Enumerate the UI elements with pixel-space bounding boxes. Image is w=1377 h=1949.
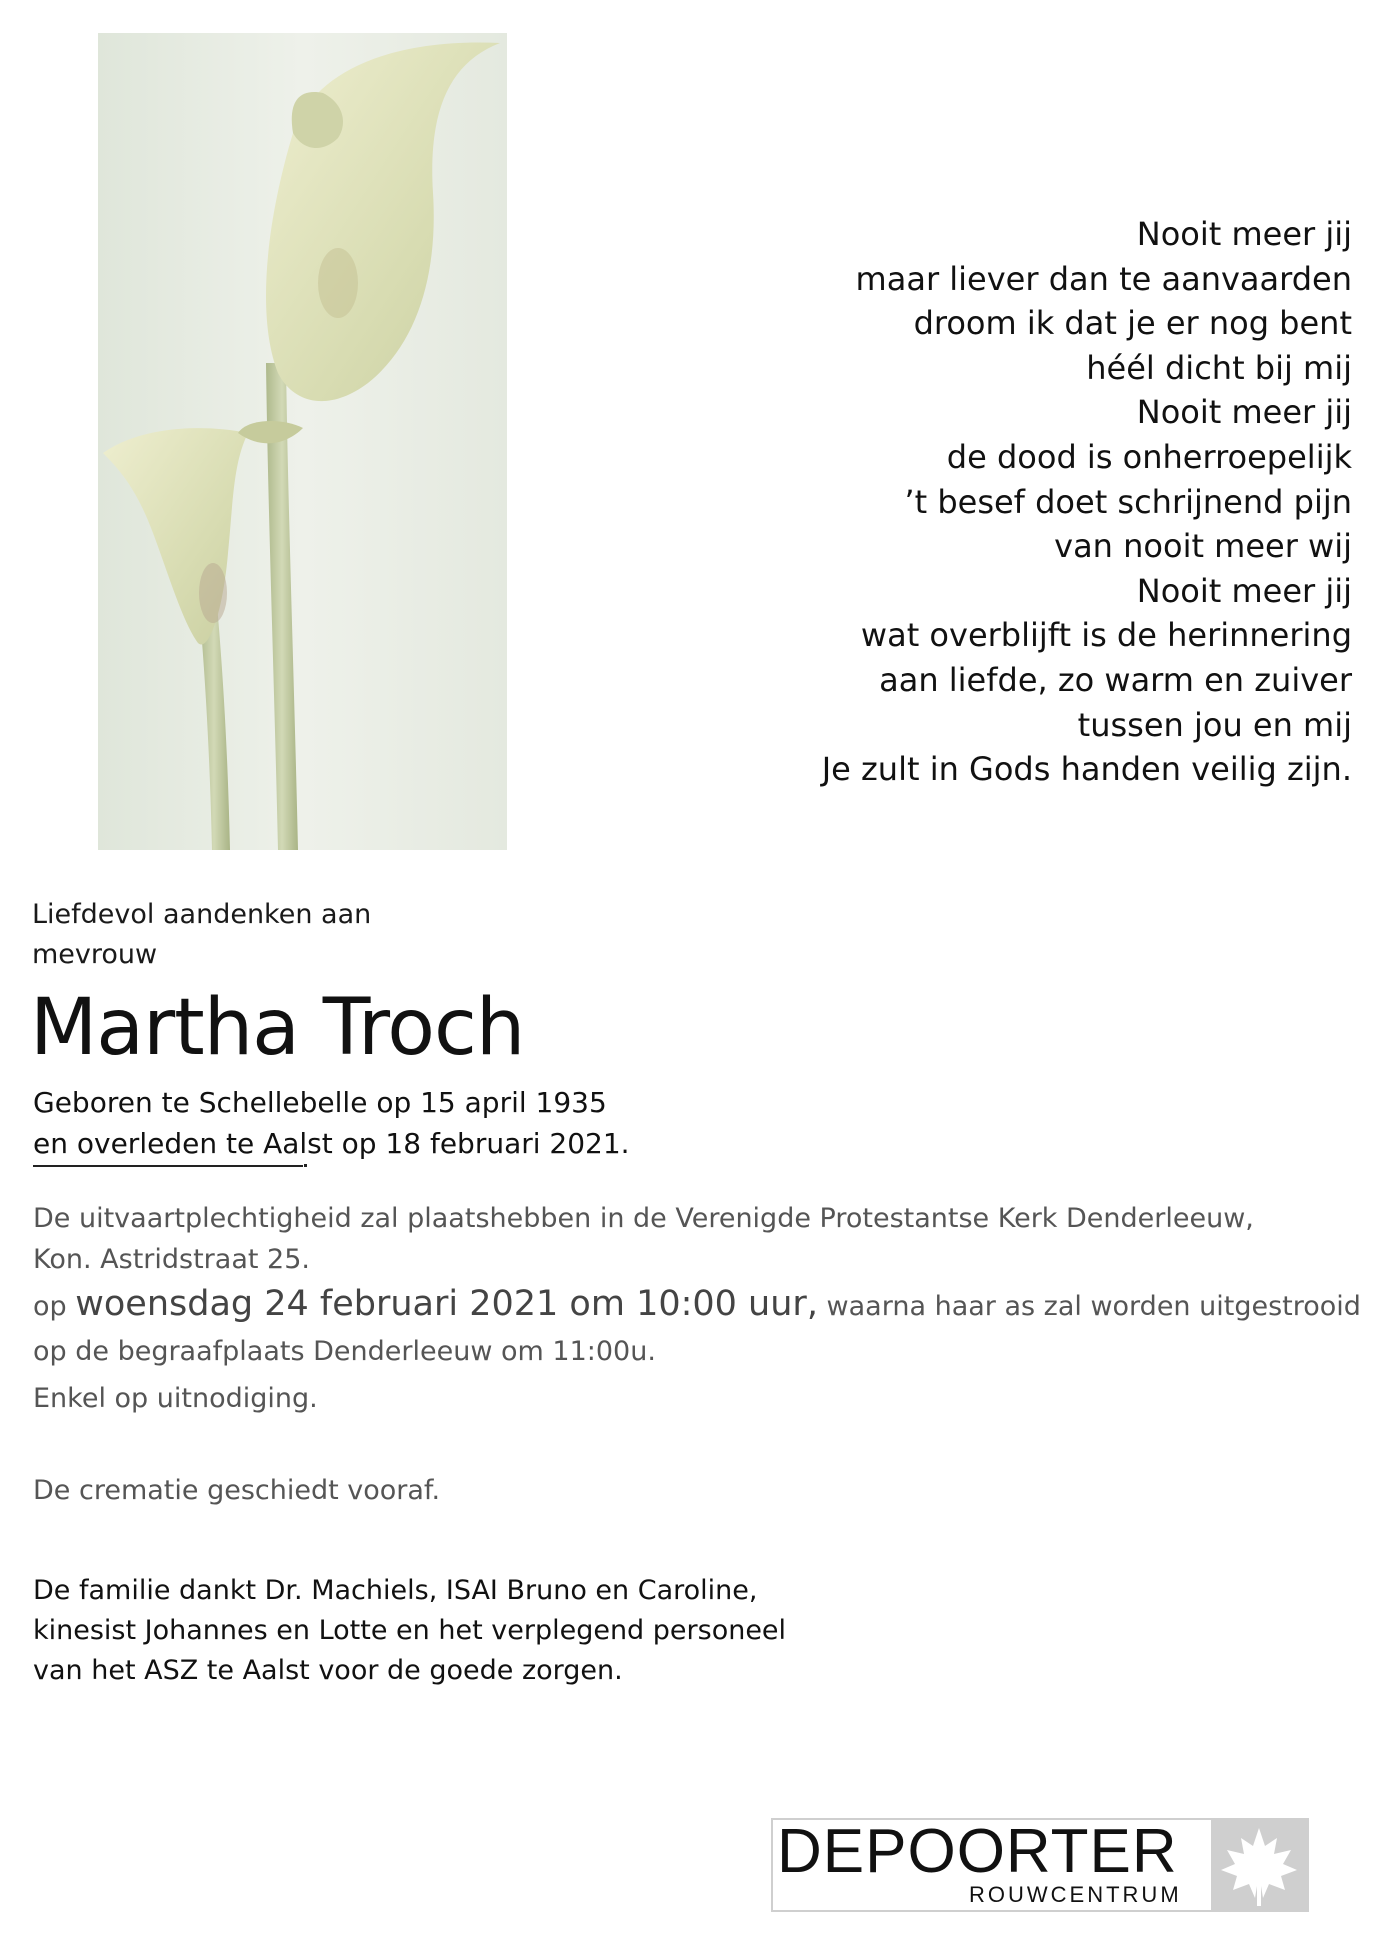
cremation-note: De crematie geschiedt vooraf.: [33, 1475, 441, 1506]
deceased-name: Martha Troch: [30, 983, 525, 1073]
ceremony-line: Enkel op uitnodiging.: [33, 1383, 318, 1414]
birth-line: Geboren te Schellebelle op 15 april 1935: [33, 1086, 607, 1119]
ceremony-line: op de begraafplaats Denderleeuw om 11:00u.: [33, 1336, 656, 1367]
death-line: en overleden te Aalst op 18 februari 2021.: [33, 1127, 630, 1160]
poem-line: wat overblijft is de herinnering: [860, 616, 1352, 655]
poem-line: Je zult in Gods handen veilig zijn.: [821, 750, 1352, 789]
poem-line: aan liefde, zo warm en zuiver: [879, 660, 1352, 699]
poem-line: Nooit meer jij: [1136, 393, 1352, 432]
ceremony-date-line: [33, 1284, 1361, 1327]
calla-lily-photo: [98, 33, 507, 850]
logo-subtitle: ROUWCENTRUM: [969, 1882, 1182, 1907]
poem-line: de dood is onherroepelijk: [946, 437, 1352, 476]
date-suffix: waarna haar as zal worden uitgestrooid: [817, 1291, 1361, 1322]
poem-line: héél dicht bij mij: [1086, 348, 1352, 387]
poem-line: ’t besef doet schrijnend pijn: [904, 482, 1352, 521]
intro-line: mevrouw: [32, 939, 158, 970]
poem-line: Nooit meer jij: [1136, 215, 1352, 253]
poem: [652, 212, 1352, 792]
life-dates: [33, 1082, 630, 1164]
poem-line: tussen jou en mij: [1077, 705, 1352, 744]
memorial-intro: [32, 895, 371, 975]
intro-line: Liefdevol aandenken aan: [32, 899, 372, 930]
thanks-line: van het ASZ te Aalst voor de goede zorgen.: [33, 1655, 623, 1686]
thanks-note: [33, 1571, 786, 1691]
funeral-home-logo: [771, 1818, 1309, 1912]
ceremony-details: [33, 1198, 1361, 1419]
thanks-line: kinesist Johannes en Lotte en het verplegend personeel: [33, 1615, 787, 1646]
poem-line: droom ik dat je er nog bent: [913, 304, 1352, 343]
thanks-line: De familie dankt Dr. Machiels, ISAI Bruno en Caroline,: [33, 1575, 758, 1606]
poem-line: van nooit meer wij: [1054, 527, 1352, 566]
poem-line: Nooit meer jij: [1136, 571, 1352, 610]
poem-line: maar liever dan te aanvaarden: [855, 259, 1352, 298]
ceremony-line: Kon. Astridstraat 25.: [33, 1244, 310, 1275]
ceremony-line: De uitvaartplechtigheid zal plaatshebben in de Verenigde Protestantse Kerk Denderleeuw,: [33, 1203, 1254, 1234]
separator-line: [33, 1165, 303, 1167]
date-prefix: op: [33, 1291, 76, 1322]
maple-leaf-icon: [1211, 1820, 1307, 1910]
logo-name: DEPOORTER: [777, 1817, 1178, 1886]
ceremony-date: woensdag 24 februari 2021 om 10:00 uur,: [75, 1284, 818, 1324]
